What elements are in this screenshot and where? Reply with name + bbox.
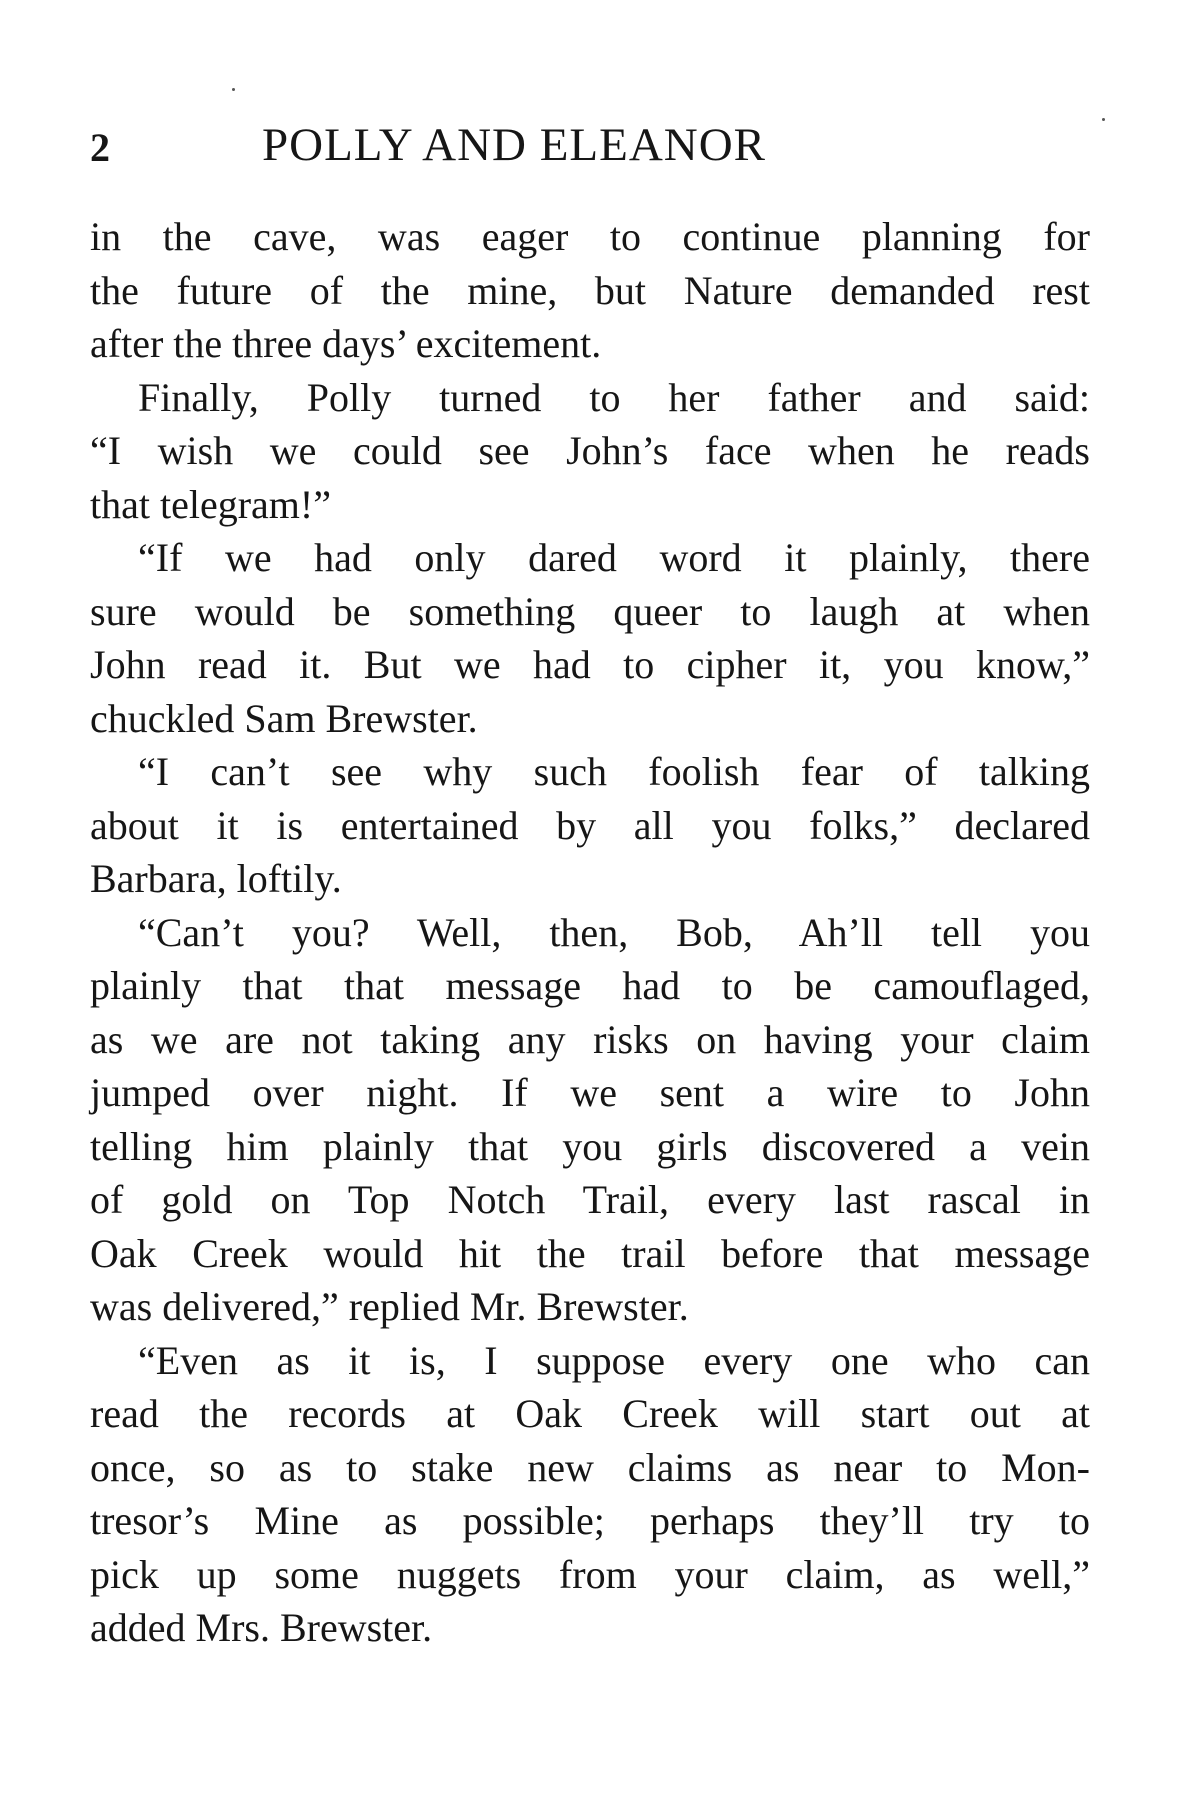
text-line: “If we had only dared word it plainly, there [138,535,1090,580]
text-line: Finally, Polly turned to her father and said: [138,374,1090,420]
text-line: that telegram!” [90,481,331,527]
text-line: “I wish we could see John’s face when he reads [90,428,1090,473]
text-line: of gold on Top Notch Trail, every last rascal in [90,1177,1090,1222]
book-title: POLLY AND ELEANOR [262,119,767,171]
text-line: pick up some nuggets from your claim, as well,” [90,1551,1090,1597]
text-line: plainly that that message had to be camouflaged, [90,963,1090,1008]
text-line: after the three days’ excitement. [90,321,602,366]
text-line: about it is entertained by all you folks,” declared [90,802,1090,848]
text-line: chuckled Sam Brewster. [90,695,478,741]
text-line: “Even as it is, I suppose every one who can [138,1337,1090,1383]
text-line: once, so as to stake new claims as near to Mon- [90,1444,1090,1490]
text-line: Barbara, loftily. [90,856,342,901]
text-line: “I can’t see why such foolish fear of talking [138,749,1090,794]
ink-speck [232,88,235,91]
text-line: the future of the mine, but Nature demanded rest [90,267,1090,313]
text-line: John read it. But we had to cipher it, you know,” [90,642,1090,687]
text-line: tresor’s Mine as possible; perhaps they’ll try to [90,1498,1090,1543]
text-line: added Mrs. Brewster. [90,1605,433,1650]
body-text [90,210,1090,1655]
page-number: 2 [90,125,110,170]
text-line: Oak Creek would hit the trail before that message [90,1230,1090,1276]
text-line: “Can’t you? Well, then, Bob, Ah’ll tell you [138,909,1090,955]
text-line: was delivered,” replied Mr. Brewster. [90,1284,689,1329]
text-line: as we are not taking any risks on having your claim [90,1016,1090,1062]
text-line: telling him plainly that you girls discovered a vein [90,1123,1090,1169]
ink-speck [1102,118,1105,121]
running-head [90,118,1090,178]
text-line: in the cave, was eager to continue planning for [90,214,1090,259]
text-line: jumped over night. If we sent a wire to John [90,1070,1090,1115]
text-line: sure would be something queer to laugh at when [90,588,1090,634]
text-line: read the records at Oak Creek will start out at [90,1391,1090,1436]
